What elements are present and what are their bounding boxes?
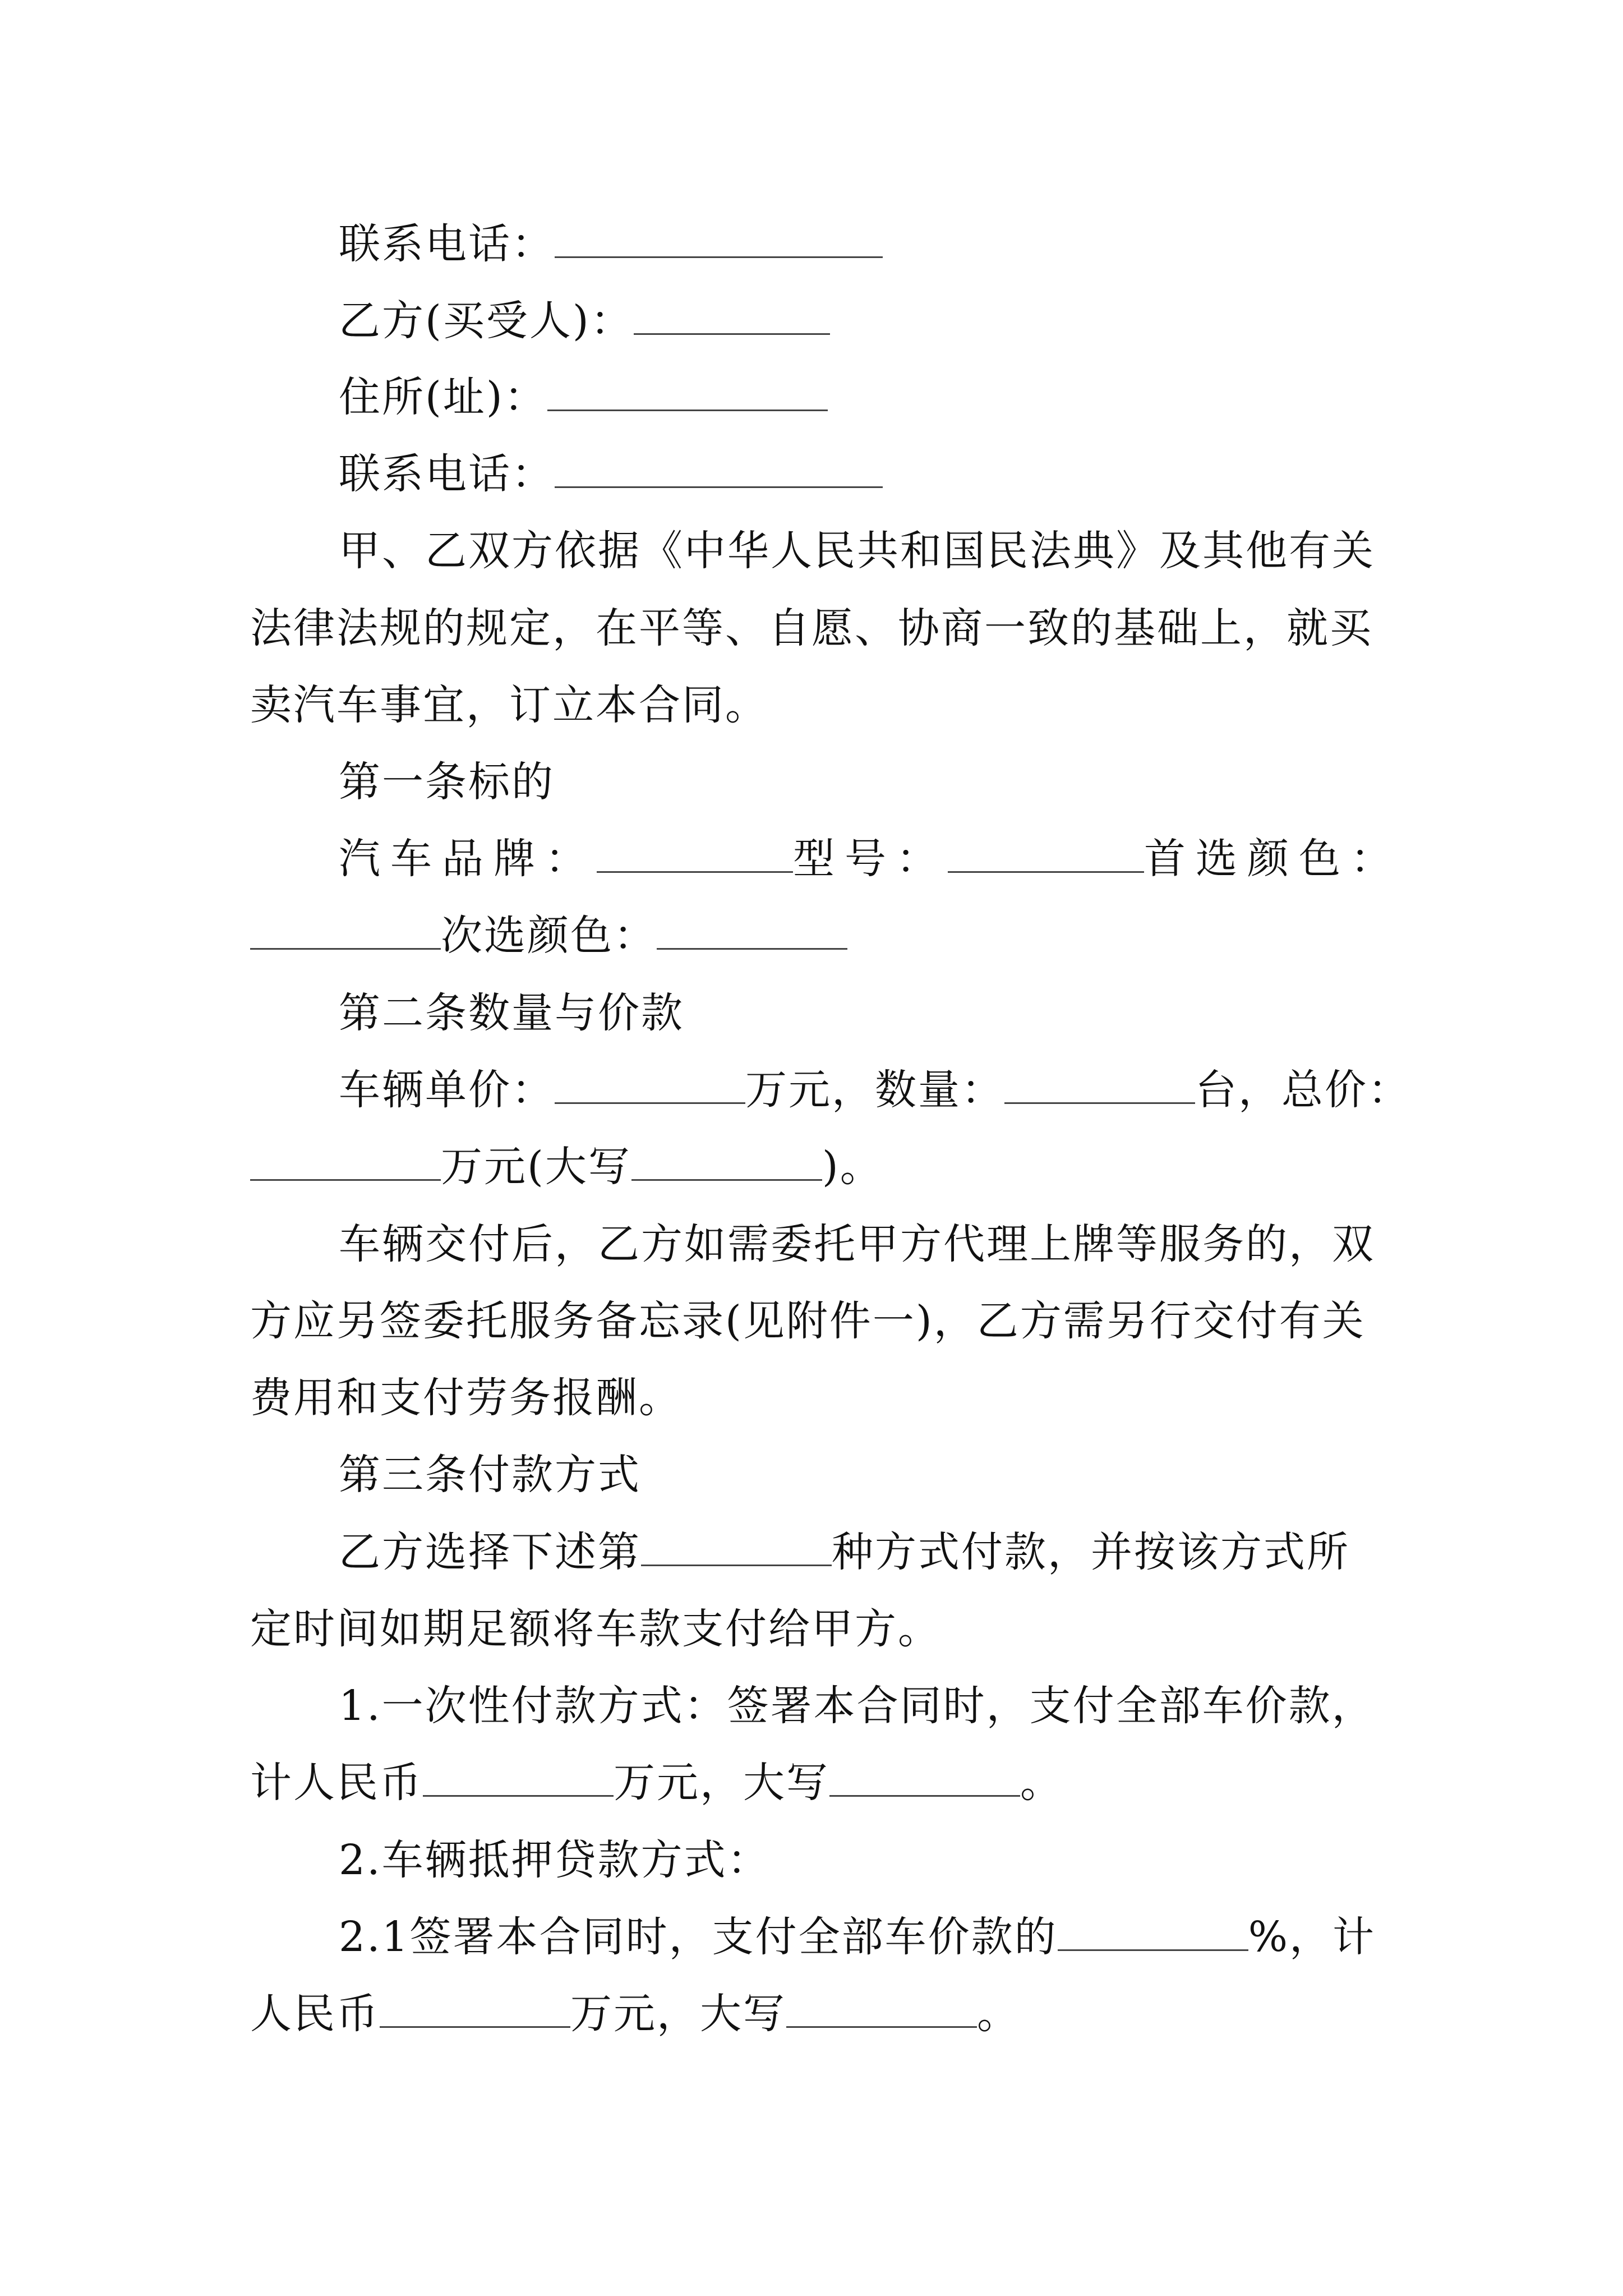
unit-price-blank	[555, 1068, 745, 1104]
total-close: )。	[822, 1143, 883, 1191]
article1-title: 第一条标的	[339, 758, 555, 806]
contact-phone-a-label: 联系电话：	[339, 220, 555, 268]
brand-label: 汽车品牌：	[339, 835, 597, 883]
intro-line-1: 甲、乙双方依据《中华人民共和国民法典》及其他有关	[339, 527, 1375, 575]
option2-1-prefix: 2.1签署本合同时，支付全部车价款的	[339, 1913, 1058, 1961]
intro-line-3: 卖汽车事宜，订立本合同。	[250, 681, 768, 729]
unit-price-label: 车辆单价：	[339, 1066, 555, 1114]
option1-mid: 万元，大写	[614, 1759, 829, 1807]
option2-1-end: 。	[977, 1990, 1020, 2038]
intro-line-2: 法律法规的规定，在平等、自愿、协商一致的基础上，就买	[250, 604, 1373, 652]
article3-choose-line	[339, 1513, 1383, 1591]
unit-price-unit: 万元，数量：	[745, 1066, 1004, 1114]
contact-phone-b-label: 联系电话：	[339, 450, 555, 498]
option1-amount-blank	[423, 1760, 614, 1797]
first-color-label: 首选颜色：	[1144, 835, 1402, 883]
article2-para-line-2: 方应另签委托服务备忘录(见附件一)，乙方需另行交付有关	[250, 1297, 1366, 1345]
second-color-blank	[657, 913, 847, 950]
option2-1-amount-blank	[380, 1991, 570, 2028]
quantity-blank	[1004, 1068, 1195, 1104]
article3-title: 第三条付款方式	[339, 1451, 641, 1499]
contact-phone-b-blank	[555, 452, 883, 488]
article1-fields-line	[339, 820, 1402, 898]
option1-line-2	[250, 1743, 1383, 1822]
option1-line-1: 1.一次性付款方式：签署本合同时，支付全部车价款，	[339, 1682, 1375, 1730]
quantity-unit: 台，总价：	[1195, 1066, 1411, 1114]
article2-price-line	[339, 1051, 1411, 1129]
article2-para-line-1: 车辆交付后，乙方如需委托甲方代理上牌等服务的，双	[339, 1220, 1375, 1268]
model-blank	[948, 836, 1144, 873]
contact-phone-b-line	[339, 435, 1383, 513]
second-color-label: 次选颜色：	[441, 912, 657, 960]
party-b-blank	[634, 298, 830, 335]
address-b-line	[339, 358, 1383, 436]
option2-1-line-2	[250, 1975, 1383, 2053]
option2-1-suffix: %，计	[1248, 1913, 1376, 1961]
article1-second-color-line	[250, 896, 1383, 975]
article2-para-line-3: 费用和支付劳务报酬。	[250, 1374, 682, 1422]
article2-title: 第二条数量与价款	[339, 989, 684, 1037]
choose-suffix: 种方式付款，并按该方式所	[832, 1528, 1350, 1576]
party-b-label: 乙方(买受人)：	[339, 297, 634, 345]
option1-capital-blank	[829, 1760, 1020, 1797]
address-b-blank	[547, 375, 828, 411]
payment-method-blank	[641, 1530, 832, 1566]
option2-title: 2.车辆抵押贷款方式：	[339, 1836, 771, 1884]
model-label: 型号：	[793, 835, 948, 883]
total-unit: 万元(大写	[441, 1143, 631, 1191]
party-b-line	[339, 282, 1383, 360]
option2-1-mid: 万元，大写	[570, 1990, 786, 2038]
option1-prefix: 计人民币	[250, 1759, 423, 1807]
contact-phone-a-blank	[555, 222, 883, 258]
option2-1-line-1	[339, 1898, 1383, 1976]
option1-end: 。	[1020, 1759, 1063, 1807]
address-b-label: 住所(址)：	[339, 373, 547, 421]
option2-1-prefix2: 人民币	[250, 1990, 380, 2038]
first-color-blank	[250, 913, 441, 950]
brand-blank	[597, 836, 793, 873]
total-price-blank	[250, 1144, 441, 1181]
option2-1-capital-blank	[786, 1991, 977, 2028]
choose-prefix: 乙方选择下述第	[339, 1528, 641, 1576]
contact-phone-a-line	[339, 205, 1383, 283]
total-capital-blank	[631, 1144, 822, 1181]
article3-choose-line-2: 定时间如期足额将车款支付给甲方。	[250, 1605, 941, 1653]
article2-total-line	[250, 1128, 1383, 1206]
option2-1-percent-blank	[1058, 1915, 1248, 1951]
